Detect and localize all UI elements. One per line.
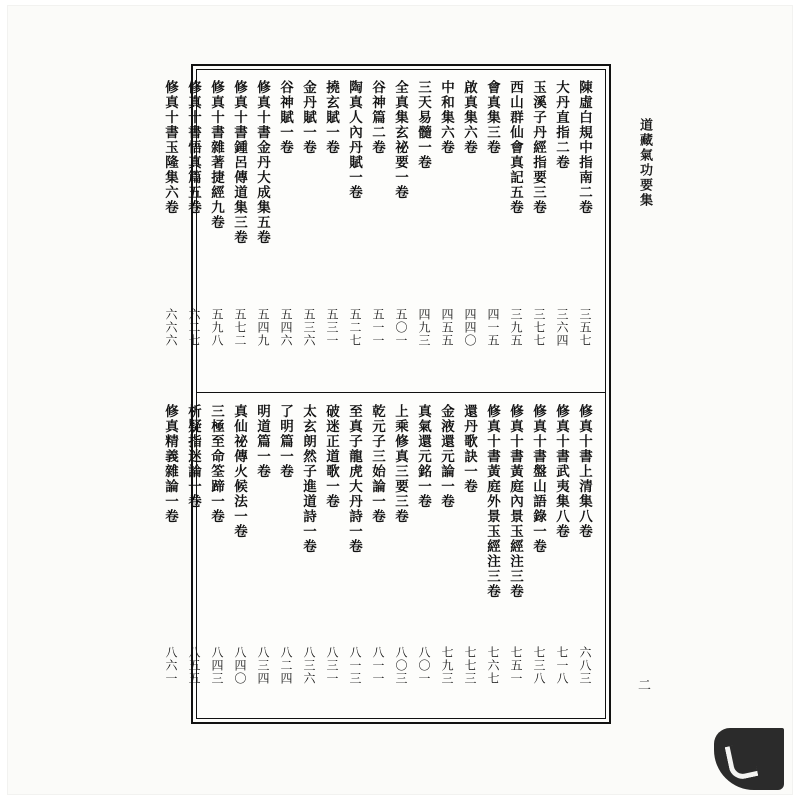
toc-entry-page: 五四六 xyxy=(279,308,293,347)
toc-entry-page: 七六七 xyxy=(486,646,500,685)
toc-entry-title: 啟真集六卷 xyxy=(461,80,477,155)
text-block-frame xyxy=(162,64,611,724)
toc-entry xyxy=(549,76,572,388)
toc-entry-title: 修真十書盤山語錄一卷 xyxy=(530,404,546,554)
toc-entry xyxy=(158,400,181,722)
toc-entry xyxy=(181,400,204,722)
toc-entry-title: 會真集三卷 xyxy=(484,80,500,155)
toc-entry-title: 西山群仙會真記五卷 xyxy=(507,80,523,215)
toc-entry-title: 修真十書雜著捷經九卷 xyxy=(208,80,224,230)
toc-entry-title: 谷神篇二卷 xyxy=(369,80,385,155)
toc-entry xyxy=(365,76,388,388)
toc-entry-title: 大丹直指二卷 xyxy=(553,80,569,170)
toc-entry-page: 四一五 xyxy=(486,308,500,347)
toc-entry-page: 八三四 xyxy=(256,646,270,685)
toc-entry xyxy=(388,76,411,388)
toc-entry-title: 金液還元論一卷 xyxy=(438,404,454,509)
toc-entry-page: 五四九 xyxy=(256,308,270,347)
toc-entry xyxy=(250,400,273,722)
toc-entry xyxy=(273,400,296,722)
toc-entry-title: 修真十書金丹大成集五卷 xyxy=(254,80,270,245)
toc-entry xyxy=(480,400,503,722)
toc-entry-title: 修真精義雜論一卷 xyxy=(162,404,178,524)
toc-entry xyxy=(480,76,503,388)
toc-entry xyxy=(319,400,342,722)
toc-entry xyxy=(503,76,526,388)
toc-entry xyxy=(434,76,457,388)
toc-entry xyxy=(227,76,250,388)
toc-entry xyxy=(227,400,250,722)
toc-entry-page: 八六一 xyxy=(164,646,178,685)
toc-entry-page: 五三六 xyxy=(302,308,316,347)
toc-bottom-half xyxy=(162,400,605,722)
toc-entry-page: 六八三 xyxy=(578,646,592,685)
toc-entry xyxy=(411,76,434,388)
toc-entry xyxy=(204,76,227,388)
toc-entry-page: 三六四 xyxy=(555,308,569,347)
toc-entry xyxy=(411,400,434,722)
toc-entry-page: 四九三 xyxy=(417,308,431,347)
toc-entry xyxy=(181,76,204,388)
toc-entry-page: 六二七 xyxy=(187,308,201,347)
toc-entry xyxy=(204,400,227,722)
toc-entry xyxy=(526,400,549,722)
page-number: 二 xyxy=(635,678,650,691)
toc-entry-title: 上乘修真三要三卷 xyxy=(392,404,408,524)
toc-entry-page: 五三一 xyxy=(325,308,339,347)
toc-entry-title: 修真十書玉隆集六卷 xyxy=(162,80,178,215)
toc-entry-page: 八〇一 xyxy=(417,646,431,685)
toc-entry-page: 五七二 xyxy=(233,308,247,347)
toc-entry-page: 八〇三 xyxy=(394,646,408,685)
toc-entry xyxy=(250,76,273,388)
toc-entry xyxy=(296,76,319,388)
toc-entry-page: 四五五 xyxy=(440,308,454,347)
toc-entry-page: 三九五 xyxy=(509,308,523,347)
toc-entry-page: 八一三 xyxy=(348,646,362,685)
toc-entry-title: 金丹賦一卷 xyxy=(300,80,316,155)
toc-entry xyxy=(526,76,549,388)
toc-entry-page: 八一一 xyxy=(371,646,385,685)
toc-entry xyxy=(319,76,342,388)
toc-entry-page: 八三一 xyxy=(325,646,339,685)
toc-entry-title: 真氣還元銘一卷 xyxy=(415,404,431,509)
scanned-page xyxy=(8,6,792,794)
toc-entry-page: 八五五 xyxy=(187,646,201,685)
toc-entry-page: 七七三 xyxy=(463,646,477,685)
toc-entry-title: 還丹歌訣一卷 xyxy=(461,404,477,494)
toc-entry-title: 明道篇一卷 xyxy=(254,404,270,479)
toc-entry-page: 六六六 xyxy=(164,308,178,347)
toc-entry-title: 玉溪子丹經指要三卷 xyxy=(530,80,546,215)
toc-entry-title: 撓玄賦一卷 xyxy=(323,80,339,155)
toc-entry xyxy=(434,400,457,722)
toc-entry-title: 真仙祕傳火候法一卷 xyxy=(231,404,247,539)
toc-entry-title: 乾元子三始論一卷 xyxy=(369,404,385,524)
toc-entry xyxy=(503,400,526,722)
toc-entry-title: 修真十書上清集八卷 xyxy=(576,404,592,539)
toc-entry-title: 至真子龍虎大丹詩一卷 xyxy=(346,404,362,554)
toc-top-half xyxy=(162,76,605,388)
toc-entry-title: 三極至命筌蹄一卷 xyxy=(208,404,224,524)
toc-entry xyxy=(457,400,480,722)
toc-entry-title: 析疑指迷論一卷 xyxy=(185,404,201,509)
toc-entry-page: 七九三 xyxy=(440,646,454,685)
toc-entry-title: 修真十書鍾呂傳道集三卷 xyxy=(231,80,247,245)
toc-entry xyxy=(388,400,411,722)
toc-entry-title: 修真十書黃庭外景玉經注三卷 xyxy=(484,404,500,599)
toc-entry-title: 陶真人內丹賦一卷 xyxy=(346,80,362,200)
toc-entry-page: 五二七 xyxy=(348,308,362,347)
toc-entry-page: 八四〇 xyxy=(233,646,247,685)
toc-entry-title: 三天易髓一卷 xyxy=(415,80,431,170)
toc-entry-page: 五九八 xyxy=(210,308,224,347)
toc-entry-page: 四四〇 xyxy=(463,308,477,347)
scan-corner-artifact xyxy=(714,728,784,790)
toc-entry-title: 陳虛白規中指南二卷 xyxy=(576,80,592,215)
toc-entry-page: 七三八 xyxy=(532,646,546,685)
toc-entry-page: 三五七 xyxy=(578,308,592,347)
toc-entry-page: 八二四 xyxy=(279,646,293,685)
toc-entry-page: 七一八 xyxy=(555,646,569,685)
toc-entry-title: 破迷正道歌一卷 xyxy=(323,404,339,509)
toc-entry xyxy=(572,76,595,388)
running-title: 道藏氣功要集 xyxy=(637,118,652,208)
toc-entry-title: 太玄朗然子進道詩一卷 xyxy=(300,404,316,554)
toc-entry-title: 了明篇一卷 xyxy=(277,404,293,479)
toc-entry-page: 三七七 xyxy=(532,308,546,347)
toc-entry-title: 谷神賦一卷 xyxy=(277,80,293,155)
toc-entry-page: 五〇一 xyxy=(394,308,408,347)
toc-entry-page: 五一一 xyxy=(371,308,385,347)
toc-entry xyxy=(158,76,181,388)
toc-entry xyxy=(365,400,388,722)
toc-entry-page: 七五一 xyxy=(509,646,523,685)
toc-entry-title: 修真十書悟真篇五卷 xyxy=(185,80,201,215)
toc-entry-title: 修真十書黃庭內景玉經注三卷 xyxy=(507,404,523,599)
toc-entry xyxy=(273,76,296,388)
toc-entry xyxy=(549,400,572,722)
toc-entry xyxy=(457,76,480,388)
toc-entry xyxy=(342,76,365,388)
toc-entry xyxy=(296,400,319,722)
toc-entry xyxy=(342,400,365,722)
half-divider-rule xyxy=(197,392,605,393)
text-block-inner-rule xyxy=(162,69,606,719)
toc-entry-page: 八三六 xyxy=(302,646,316,685)
toc-entry-page: 八四三 xyxy=(210,646,224,685)
toc-entry-title: 中和集六卷 xyxy=(438,80,454,155)
toc-entry xyxy=(572,400,595,722)
toc-entry-title: 修真十書武夷集八卷 xyxy=(553,404,569,539)
toc-entry-title: 全真集玄祕要一卷 xyxy=(392,80,408,200)
